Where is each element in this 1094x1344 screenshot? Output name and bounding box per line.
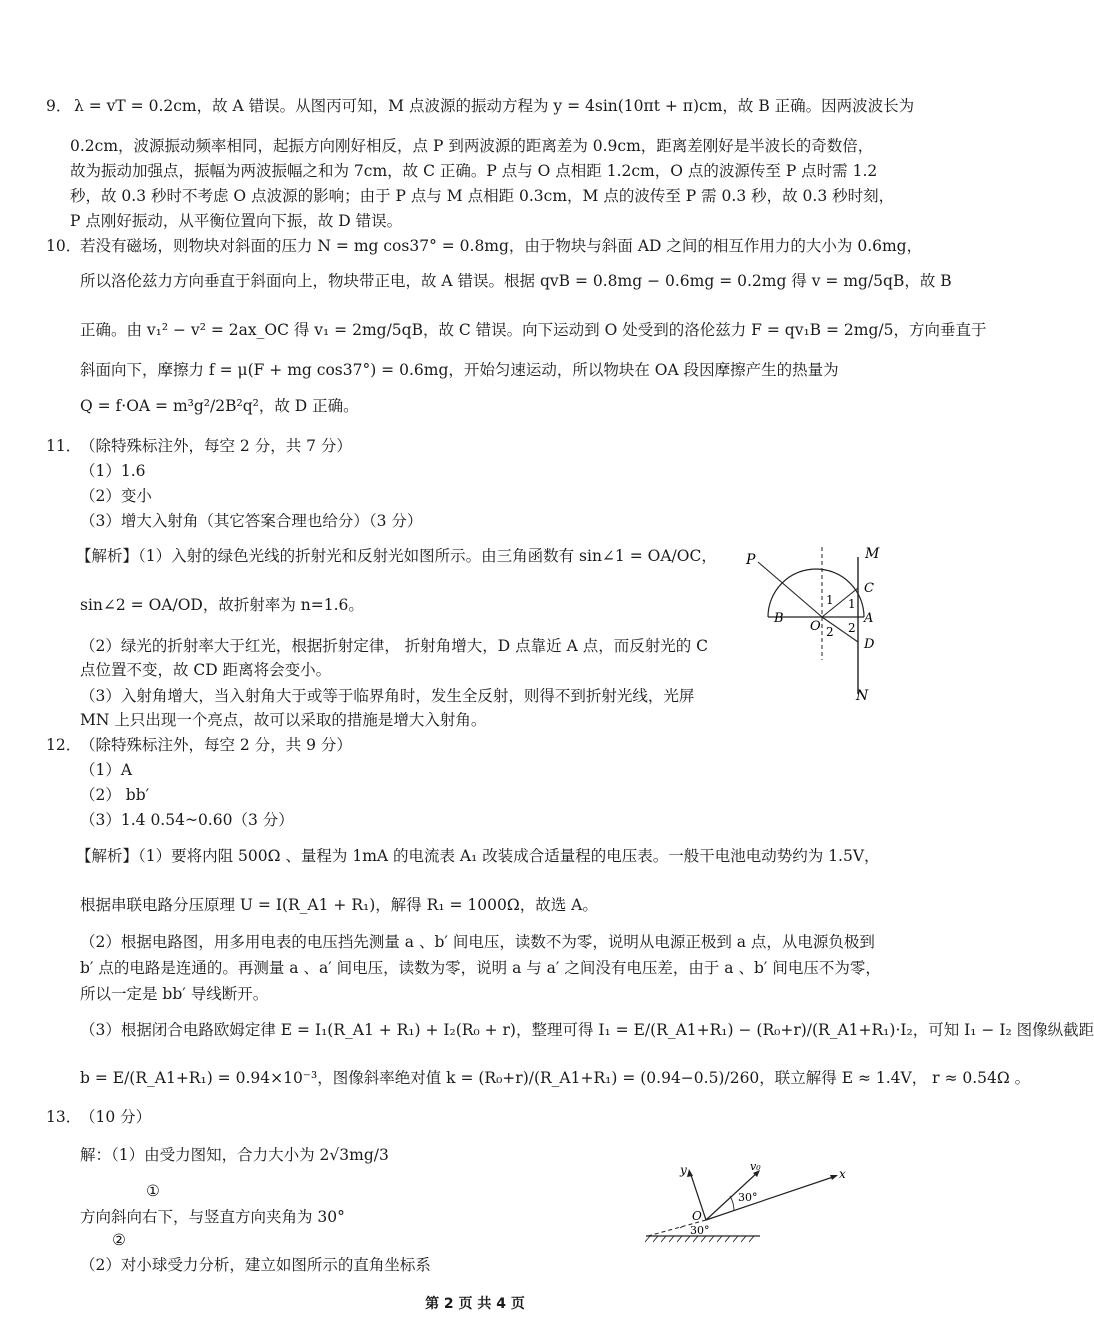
- refraction-figure: [738, 542, 888, 702]
- q12-header: （除特殊标注外，每空 2 分，共 9 分）: [80, 736, 352, 754]
- label-o: O: [692, 1209, 702, 1223]
- label-b: B: [774, 611, 784, 626]
- q11-analysis-2: sin∠2 = OA/OD，故折射率为 n=1.6。: [80, 596, 364, 614]
- q13-line-2: 方向斜向右下，与竖直方向夹角为 30°: [80, 1208, 345, 1226]
- label-y: y: [680, 1163, 687, 1177]
- q11-answer-3: （3）增大入射角（其它答案合理也给分）（3 分）: [80, 512, 423, 530]
- q9-line-1: λ = vT = 0.2cm，故 A 错误。从图丙可知，M 点波源的振动方程为 y = 4sin(10πt + π)cm，故 B 正确。因两波波长为: [74, 97, 915, 115]
- q12-analysis-7: b = E/(R_A1+R₁) = 0.94×10⁻³，图像斜率绝对值 k = (R₀+r)/(R_A1+R₁) = (0.94−0.5)/260，联立解得 E ≈ 1.4V， r ≈ 0.54Ω 。: [80, 1069, 1031, 1087]
- label-angle-top: 30°: [738, 1191, 758, 1204]
- page-footer: 第 2 页 共 4 页: [425, 1296, 525, 1312]
- label-angle-2a: 2: [826, 625, 834, 639]
- label-angle-1b: 1: [848, 597, 856, 611]
- q13-line-3: （2）对小球受力分析，建立如图所示的直角坐标系: [80, 1256, 431, 1274]
- label-v0: v₀: [750, 1160, 761, 1173]
- label-o: O: [810, 619, 821, 634]
- q9-number: 9．: [46, 97, 72, 115]
- q11-analysis-4: 点位置不变，故 CD 距离将会变小。: [80, 661, 332, 679]
- label-angle-2b: 2: [848, 621, 856, 635]
- x-axis: [706, 1176, 836, 1220]
- incident-ray: [758, 562, 822, 617]
- q11-number: 11．: [46, 437, 82, 455]
- q11-analysis-5: （3）入射角增大，当入射角大于或等于临界角时，发生全反射，则得不到折射光线，光屏: [80, 687, 695, 705]
- label-m: M: [865, 546, 880, 562]
- q12-analysis-5: 所以一定是 bb′ 导线断开。: [80, 985, 269, 1003]
- q11-analysis-3: （2）绿光的折射率大于红光，根据折射定律， 折射角增大，D 点靠近 A 点，而反射光的 C: [80, 637, 708, 655]
- label-n: N: [856, 688, 869, 704]
- q10-line-3: 正确。由 v₁² − v² = 2ax_OC 得 v₁ = 2mg/5qB，故 C 错误。向下运动到 O 处受到的洛伦兹力 F = qv₁B = 2mg/5，方向垂直于: [80, 321, 987, 339]
- q11-analysis-6: MN 上只出现一个亮点，故可以采取的措施是增大入射角。: [80, 711, 487, 729]
- q9-line-2: 0.2cm，波源振动频率相同，起振方向刚好相反，点 P 到两波源的距离差为 0.9cm，距离差刚好是半波长的奇数倍，: [70, 137, 874, 155]
- q9-line-4: 秒，故 0.3 秒时不考虑 O 点波源的影响；由于 P 点与 M 点相距 0.3cm，M 点的波传至 P 需 0.3 秒，故 0.3 秒时刻，: [70, 187, 895, 205]
- y-axis-arrow: [687, 1169, 693, 1177]
- q12-analysis-1: 【解析】（1）要将内阻 500Ω 、量程为 1mA 的电流表 A₁ 改装成合适量程的电压表。一般干电池电动势约为 1.5V，: [76, 847, 880, 865]
- q10-line-2: 所以洛伦兹力方向垂直于斜面向上，物块带正电，故 A 错误。根据 qvB = 0.8mg − 0.6mg = 0.2mg 得 v = mg/5qB，故 B: [80, 272, 952, 290]
- incline-coordinate-figure: [640, 1158, 850, 1243]
- label-d: D: [864, 637, 875, 652]
- q11-header: （除特殊标注外，每空 2 分，共 7 分）: [80, 437, 352, 455]
- q13-header: （10 分）: [80, 1108, 152, 1126]
- label-c: C: [864, 581, 874, 596]
- label-angle-1a: 1: [826, 593, 834, 607]
- q11-analysis-1: 【解析】（1）入射的绿色光线的折射光和反射光如图所示。由三角函数有 sin∠1 = OA/OC，: [76, 547, 717, 565]
- label-angle-bottom: 30°: [690, 1224, 710, 1237]
- q10-line-4: 斜面向下，摩擦力 f = μ(F + mg cos37°) = 0.6mg，开始匀速运动，所以物块在 OA 段因摩擦产生的热量为: [80, 361, 839, 379]
- q9-line-5: P 点刚好振动，从平衡位置向下振，故 D 错误。: [70, 212, 403, 230]
- q13-number: 13．: [46, 1108, 82, 1126]
- q12-analysis-6: （3）根据闭合电路欧姆定律 E = I₁(R_A1 + R₁) + I₂(R₀ + r)，整理可得 I₁ = E/(R_A1+R₁) − (R₀+r)/(R_A1+R₁)·I₂，可知 I₁ − I₂ 图像纵截距: [80, 1021, 1094, 1039]
- q12-analysis-4: b′ 点的电路是连通的。再测量 a 、a′ 间电压，读数为零，说明 a 与 a′ 之间没有电压差，由于 a 、b′ 间电压不为零，: [80, 959, 881, 977]
- label-x: x: [839, 1167, 846, 1181]
- q12-answer-1: （1）A: [80, 761, 133, 779]
- q11-answer-1: （1）1.6: [80, 462, 146, 480]
- q13-marker-1: ①: [146, 1182, 160, 1200]
- q12-analysis-2: 根据串联电路分压原理 U = I(R_A1 + R₁)，解得 R₁ = 1000Ω，故选 A。: [80, 896, 598, 914]
- q13-line-1: 解：（1）由受力图知，合力大小为 2√3mg/3: [80, 1146, 389, 1164]
- q10-line-5: Q = f·OA = m³g²/2B²q²，故 D 正确。: [80, 397, 359, 415]
- q12-number: 12．: [46, 736, 82, 754]
- q11-answer-2: （2）变小: [80, 487, 152, 505]
- q10-number: 10．: [46, 237, 82, 255]
- q10-line-1: 若没有磁场，则物块对斜面的压力 N = mg cos37° = 0.8mg，由于物块与斜面 AD 之间的相互作用力的大小为 0.6mg，: [80, 237, 923, 255]
- q9-line-3: 故为振动加强点，振幅为两波振幅之和为 7cm，故 C 正确。P 点与 O 点相距 1.2cm，O 点的波源传至 P 点时需 1.2: [70, 162, 878, 180]
- label-p: P: [746, 552, 756, 568]
- q12-answer-3: （3）1.4 0.54~0.60（3 分）: [80, 811, 294, 829]
- x-axis-arrow: [830, 1175, 838, 1180]
- q12-analysis-3: （2）根据电路图，用多用电表的电压挡先测量 a 、b′ 间电压，读数不为零，说明从电源正极到 a 点，从电源负极到: [80, 933, 875, 951]
- q12-answer-2: （2） bb′: [80, 786, 150, 804]
- label-a: A: [864, 611, 874, 626]
- q13-marker-2: ②: [112, 1231, 126, 1249]
